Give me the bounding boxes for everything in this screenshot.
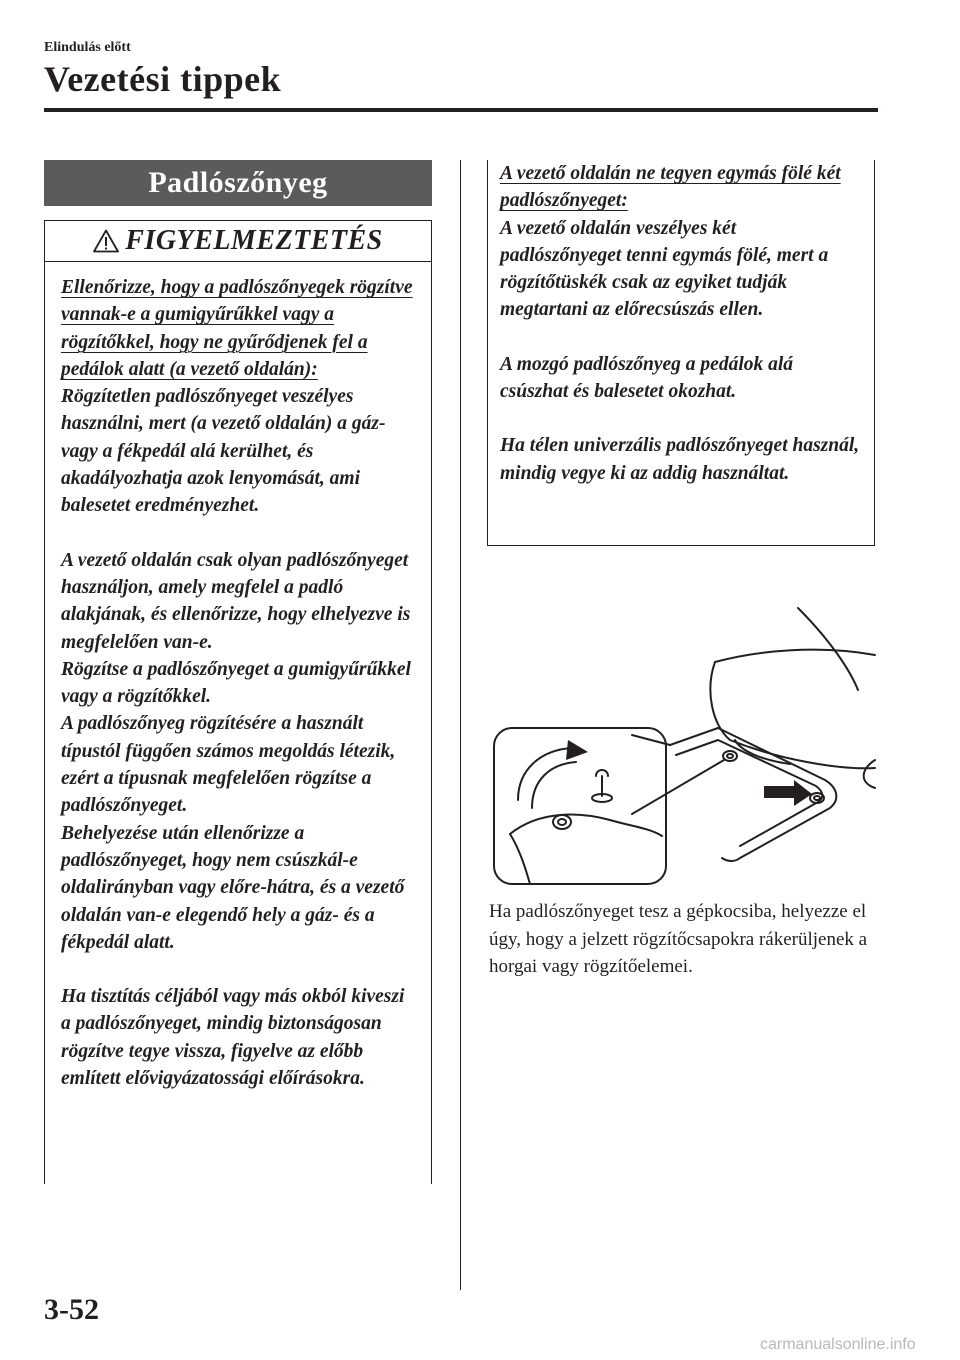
warning-paragraph: A vezető oldalán veszélyes két padlószőnyeget tenni egymás fölé, mert a rögzítőtüskék csak az egyiket tudják megtartani az előrecsúszás ellen. (500, 217, 829, 321)
illustration-caption: Ha padlószőnyeget tesz a gépkocsiba, helyezze el úgy, hogy a jelzett rögzítőcsapokra rákerüljenek a horgai vagy rögzítőelemei. (489, 901, 868, 977)
warning-body-continued (488, 160, 874, 487)
warning-paragraph: A mozgó padlószőnyeg a pedálok alá csúszhat és balesetet okozhat. (500, 353, 794, 403)
warning-lead-text: Ellenőrizze, hogy a padlószőnyegek rögzítve vannak-e a gumigyűrűkkel vagy a rögzítőkkel, hogy ne gyűrődjenek fel a pedálok alatt (a vezető oldalán): (61, 277, 413, 380)
warning-box-continued (487, 160, 875, 546)
warning-paragraph: Ha télen univerzális padlószőnyeget használ, mindig vegye ki az addig használtat. (500, 435, 860, 484)
page-title: Vezetési tippek (44, 59, 282, 99)
header-rule (44, 108, 878, 112)
warning-lead-text: A vezető oldalán ne tegyen egymás fölé két padlószőnyeget: (500, 163, 841, 212)
topic-title: Padlószőnyeg (44, 160, 432, 206)
warning-label: FIGYELMEZTETÉS (125, 225, 383, 256)
warning-box (44, 220, 432, 1184)
warning-paragraph: Rögzítetlen padlószőnyeget veszélyes használni, mert (a vezető oldalán) a gáz- vagy a fékpedál alá kerülhet, és akadályozhatja azok lenyomását, ami balesetet eredményezhet. (61, 386, 386, 517)
watermark: carmanualsonline.info (760, 1336, 916, 1353)
left-column (44, 160, 432, 1184)
page-number: 3-52 (44, 1293, 99, 1326)
warning-paragraph: A padlószőnyeg rögzítésére a használt típustól függően számos megoldás létezik, ezért a típusnak megfelelően rögzítse a padlószőnyeget. (61, 713, 396, 817)
floor-mat-illustration (490, 600, 878, 890)
warning-lead (61, 274, 415, 383)
warning-paragraph: Behelyezése után ellenőrizze a padlószőnyeget, hogy nem csúszkál-e oldalirányban vagy előre-hátra, és a vezető oldalán van-e elegendő hely a gáz- és a fékpedál alatt. (61, 822, 405, 953)
section-label: Elindulás előtt (44, 40, 131, 55)
warning-paragraph: A vezető oldalán csak olyan padlószőnyeget használjon, amely megfelel a padló alakjának, és ellenőrizze, hogy elhelyezve is megfelelően van-e. (61, 549, 411, 653)
warning-triangle-icon (93, 229, 119, 253)
warning-lead (500, 160, 862, 215)
warning-body (45, 262, 431, 1092)
warning-paragraph: Ha tisztítás céljából vagy más okból kiveszi a padlószőnyeget, mindig biztonságosan rögzítve tegye vissza, figyelve az előbb említett elővigyázatossági előírásokra. (61, 986, 405, 1090)
warning-header (45, 220, 431, 262)
warning-paragraph: Rögzítse a padlószőnyeget a gumigyűrűkkel vagy a rögzítőkkel. (61, 658, 411, 708)
column-divider (460, 160, 461, 1290)
